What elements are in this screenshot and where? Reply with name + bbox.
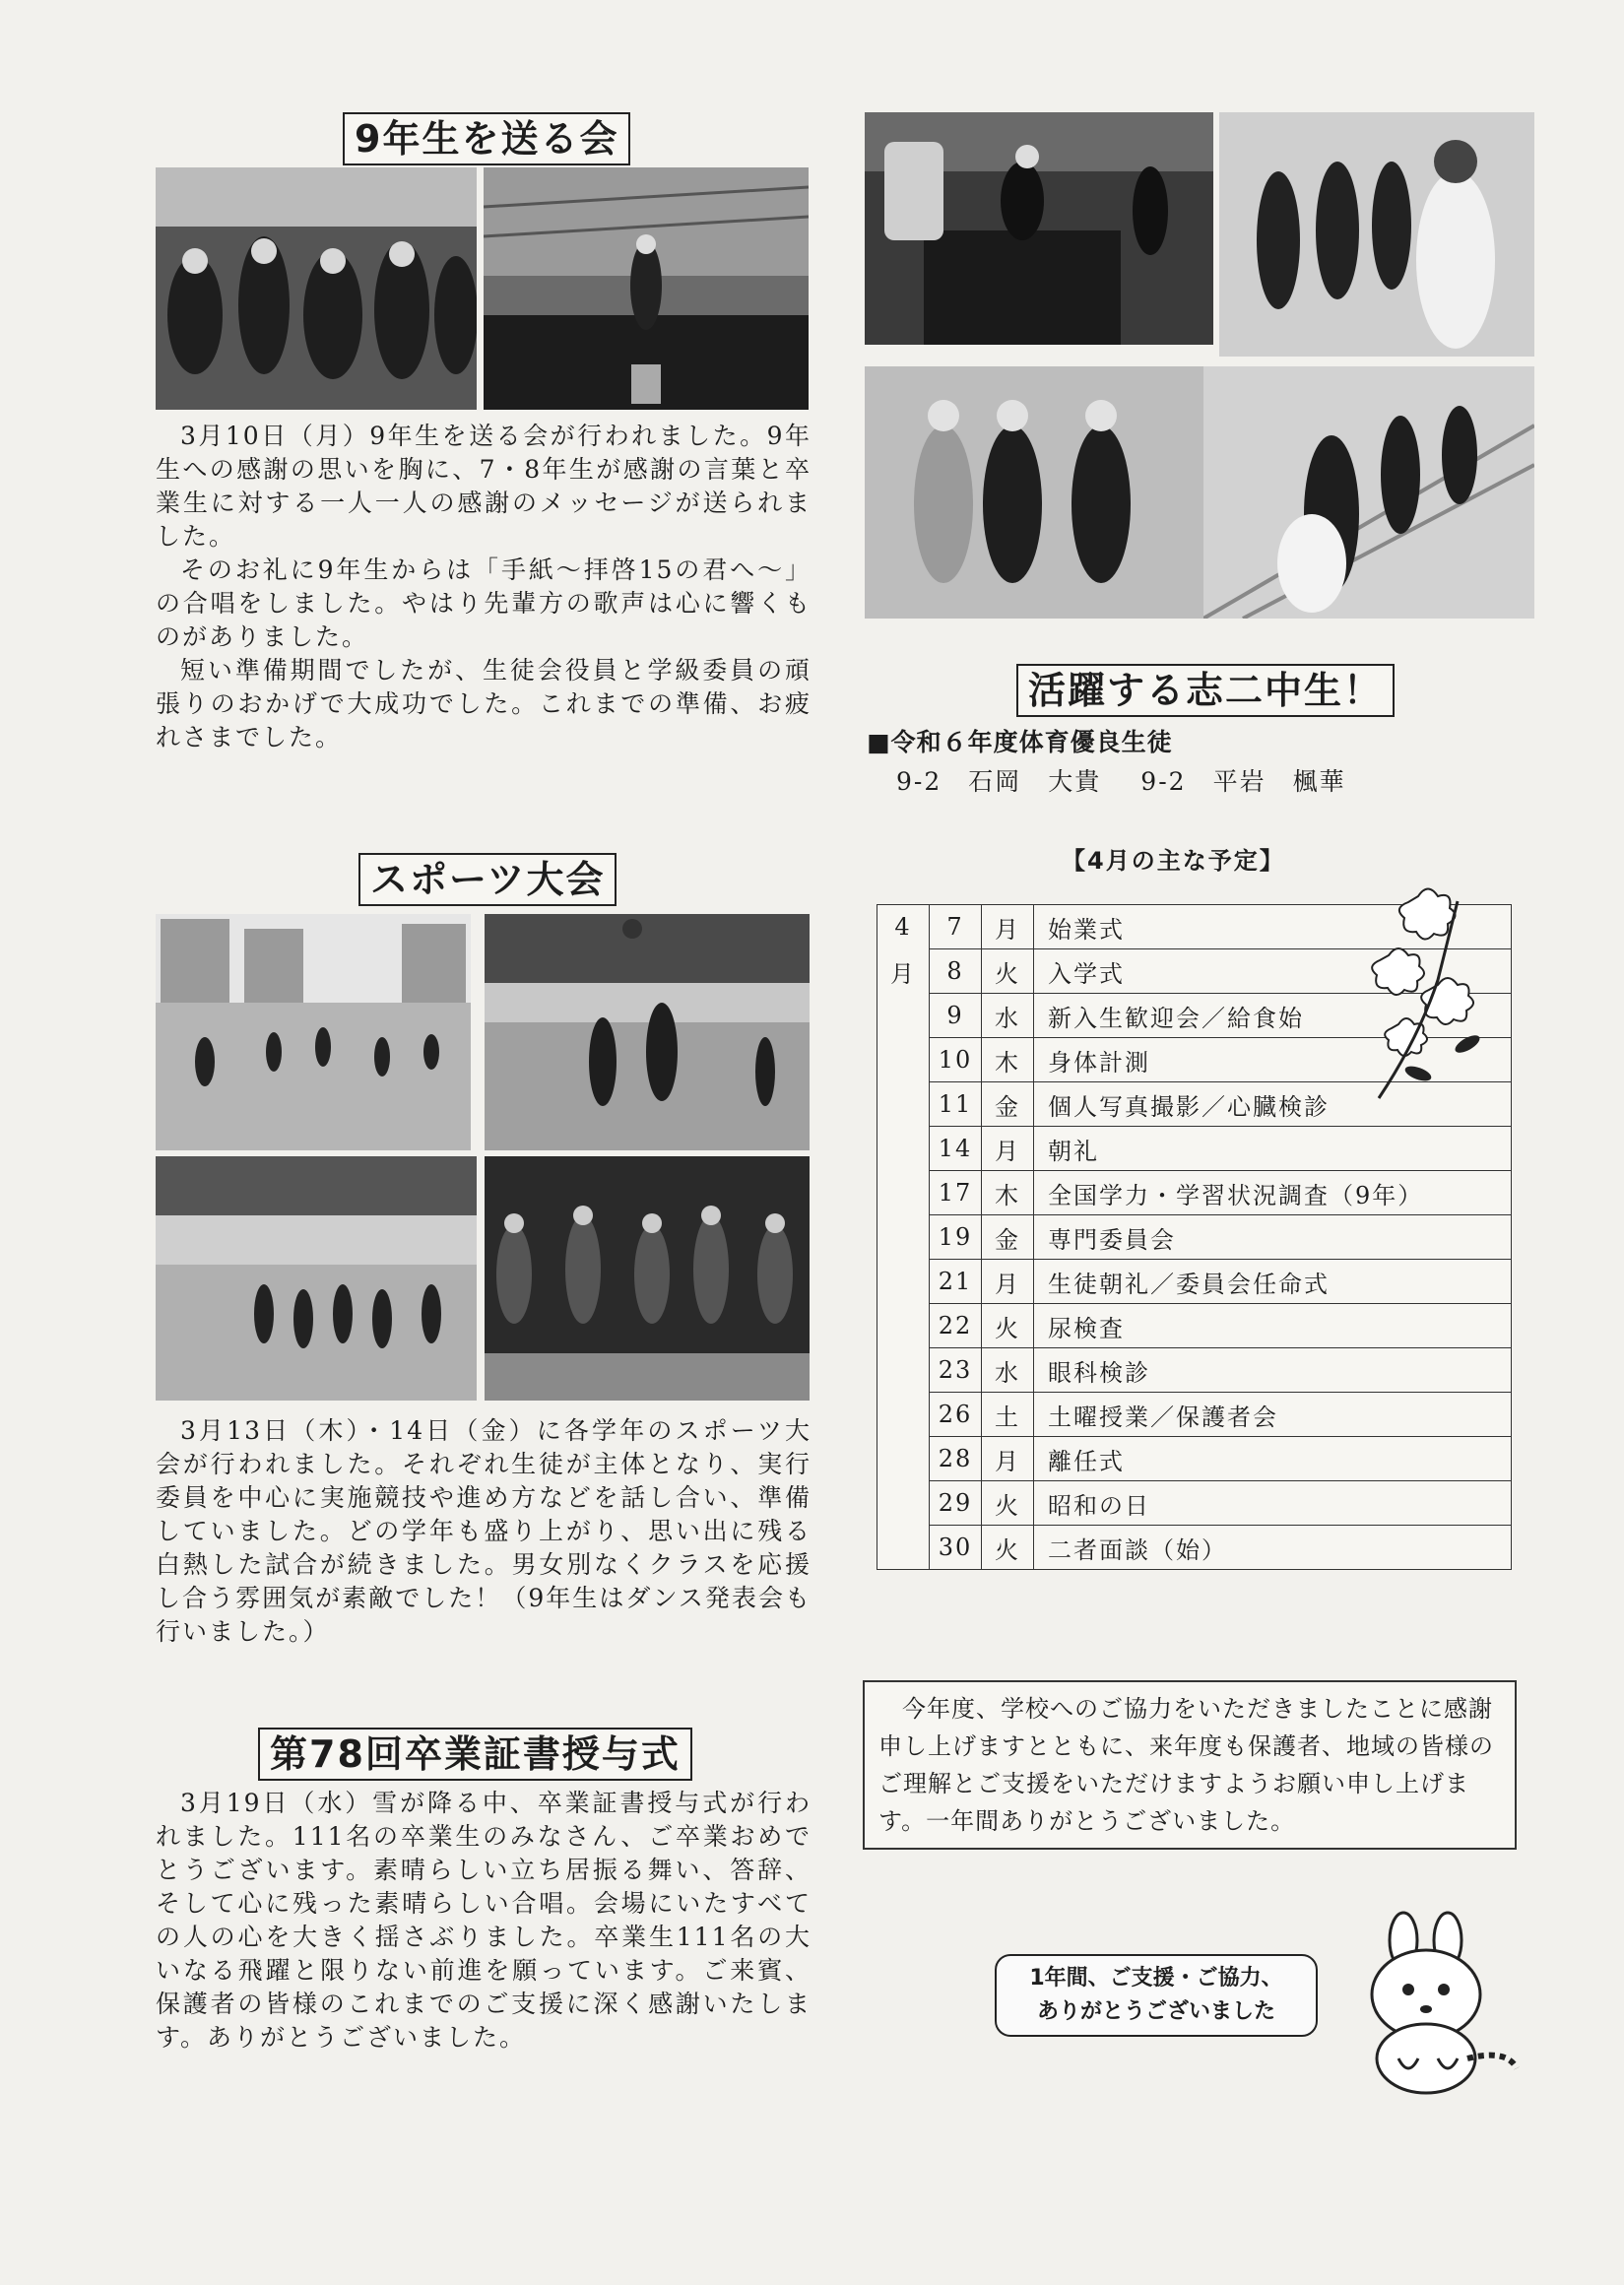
schedule-event: 新入生歓迎会／給食始 [1034, 994, 1512, 1038]
send-off-photo-2 [484, 167, 809, 410]
schedule-weekday: 水 [982, 1348, 1034, 1393]
schedule-weekday: 金 [982, 1215, 1034, 1260]
mascot-illustration [1349, 1911, 1527, 2098]
schedule-event: 生徒朝礼／委員会任命式 [1034, 1260, 1512, 1304]
student-2-class: 9-2 [1140, 767, 1187, 796]
schedule-event: 昭和の日 [1034, 1481, 1512, 1526]
schedule-event: 身体計測 [1034, 1038, 1512, 1082]
schedule-day: 7 [930, 905, 982, 949]
sports-photo-3 [156, 1156, 477, 1401]
schedule-row [877, 1437, 1512, 1481]
schedule-day: 11 [930, 1082, 982, 1127]
schedule-event: 入学式 [1034, 949, 1512, 994]
schedule-row [877, 1393, 1512, 1437]
schedule-row [877, 1171, 1512, 1215]
schedule-day: 9 [930, 994, 982, 1038]
schedule-weekday: 月 [982, 1260, 1034, 1304]
schedule-month-cell: 月 [877, 949, 930, 994]
schedule-title: 【4月の主な予定】 [1062, 847, 1285, 875]
schedule-weekday: 水 [982, 994, 1034, 1038]
sports-photo-4 [485, 1156, 810, 1401]
schedule-day: 22 [930, 1304, 982, 1348]
schedule-weekday: 金 [982, 1082, 1034, 1127]
schedule-day: 10 [930, 1038, 982, 1082]
schedule-row [877, 1526, 1512, 1570]
bubble-line-2: ありがとうございました [1036, 1999, 1275, 2024]
schedule-month-cell [877, 1127, 930, 1171]
schedule-event: 専門委員会 [1034, 1215, 1512, 1260]
schedule-day: 28 [930, 1437, 982, 1481]
student-1-class: 9-2 [896, 767, 942, 796]
schedule-month-cell [877, 1171, 930, 1215]
send-off-paragraph-3: 短い準備期間でしたが、生徒会役員と学級委員の頑張りのおかげで大成功でした。これまでの準備、お疲れさまでした。 [156, 656, 812, 751]
schedule-month-cell [877, 1260, 930, 1304]
schedule-day: 21 [930, 1260, 982, 1304]
schedule-day: 19 [930, 1215, 982, 1260]
active-title: 活躍する志二中生！ [1016, 664, 1395, 717]
schedule-weekday: 火 [982, 1526, 1034, 1570]
schedule-month-cell [877, 1215, 930, 1260]
schedule-month-cell [877, 1348, 930, 1393]
graduation-paragraph-1: 3月19日（水）雪が降る中、卒業証書授与式が行われました。111名の卒業生のみなさん、ご卒業おめでとうございます。素晴らしい立ち居振る舞い、答辞、そして心に残った素晴らしい合唱。会場にいたすべての人の心を大きく揺さぶりました。卒業生111名の大いなる飛躍と限りない前進を願っています。ご来賓、保護者の皆様のこれまでのご支援に深く感謝いたします。ありがとうございました。 [156, 1789, 812, 2052]
bubble-line-1: 1年間、ご支援・ご協力、 [1029, 1966, 1283, 1991]
schedule-weekday: 火 [982, 1481, 1034, 1526]
graduation-photo-2 [1219, 112, 1534, 357]
student-1 [896, 762, 1101, 798]
schedule-event: 二者面談（始） [1034, 1526, 1512, 1570]
send-off-paragraph-2: そのお礼に9年生からは「手紙～拝啓15の君へ～」の合唱をしました。やはり先輩方の歌声は心に響くものがありました。 [156, 555, 812, 651]
schedule-weekday: 月 [982, 905, 1034, 949]
schedule-row [877, 1215, 1512, 1260]
schedule-weekday: 月 [982, 1437, 1034, 1481]
schedule-weekday: 木 [982, 1171, 1034, 1215]
schedule-day: 14 [930, 1127, 982, 1171]
schedule-month-cell [877, 1082, 930, 1127]
schedule-row [877, 1348, 1512, 1393]
schedule-row [877, 1304, 1512, 1348]
send-off-paragraph-1: 3月10日（月）9年生を送る会が行われました。9年生への感謝の思いを胸に、7・8年生が感謝の言葉と卒業生に対する一人一人の感謝のメッセージが送られました。 [156, 422, 812, 551]
send-off-photo-1 [156, 167, 477, 410]
student-2-name: 平岩 楓華 [1212, 767, 1346, 796]
schedule-month-cell [877, 1038, 930, 1082]
schedule-day: 17 [930, 1171, 982, 1215]
schedule-month-cell [877, 1393, 930, 1437]
schedule-event: 眼科検診 [1034, 1348, 1512, 1393]
graduation-text [156, 1787, 812, 2055]
student-1-name: 石岡 大貴 [968, 767, 1102, 796]
graduation-photo-4 [1203, 366, 1534, 619]
schedule-month-cell [877, 1304, 930, 1348]
thanks-box [863, 1680, 1517, 1850]
schedule-day: 23 [930, 1348, 982, 1393]
schedule-weekday: 土 [982, 1393, 1034, 1437]
schedule-month-cell [877, 1437, 930, 1481]
graduation-title: 第78回卒業証書授与式 [258, 1728, 692, 1781]
student-2 [1140, 762, 1345, 798]
schedule-weekday: 月 [982, 1127, 1034, 1171]
schedule-row [877, 1127, 1512, 1171]
schedule-event: 朝礼 [1034, 1127, 1512, 1171]
schedule-month-cell [877, 1481, 930, 1526]
thanks-text: 今年度、学校へのご協力をいただきましたことに感謝申し上げますとともに、来年度も保護者、地域の皆様のご理解とご支援をいただけますようお願い申し上げます。一年間ありがとうございました。 [878, 1695, 1494, 1835]
cherry-blossom-illustration [1359, 877, 1507, 1103]
schedule-day: 30 [930, 1526, 982, 1570]
send-off-text [156, 420, 812, 754]
schedule-month-cell [877, 994, 930, 1038]
schedule-event: 離任式 [1034, 1437, 1512, 1481]
schedule-weekday: 火 [982, 949, 1034, 994]
award-heading: ■令和６年度体育優良生徒 [867, 728, 1173, 756]
schedule-row [877, 1481, 1512, 1526]
send-off-title: 9年生を送る会 [343, 112, 630, 165]
sports-title: スポーツ大会 [358, 853, 617, 906]
schedule-event: 個人写真撮影／心臓検診 [1034, 1082, 1512, 1127]
schedule-day: 26 [930, 1393, 982, 1437]
schedule-event: 始業式 [1034, 905, 1512, 949]
schedule-event: 全国学力・学習状況調査（9年） [1034, 1171, 1512, 1215]
sports-photo-1 [156, 914, 471, 1150]
award-students [896, 762, 1346, 798]
schedule-month-cell: 4 [877, 905, 930, 949]
sports-photo-2 [485, 914, 810, 1150]
graduation-photo-1 [865, 112, 1213, 345]
schedule-weekday: 木 [982, 1038, 1034, 1082]
schedule-day: 29 [930, 1481, 982, 1526]
sports-paragraph-1: 3月13日（木）・14日（金）に各学年のスポーツ大会が行われました。それぞれ生徒が主体となり、実行委員を中心に実施競技や進め方などを話し合い、準備していました。どの学年も盛り上がり、思い出に残る白熱した試合が続きました。男女別なくクラスを応援し合う雰囲気が素敵でした！（9年生はダンス発表会も行いました。） [156, 1416, 812, 1646]
schedule-event: 土曜授業／保護者会 [1034, 1393, 1512, 1437]
schedule-row [877, 1260, 1512, 1304]
schedule-day: 8 [930, 949, 982, 994]
schedule-weekday: 火 [982, 1304, 1034, 1348]
thanks-speech-bubble [995, 1954, 1318, 2037]
schedule-event: 尿検査 [1034, 1304, 1512, 1348]
sports-text [156, 1414, 812, 1649]
schedule-month-cell [877, 1526, 930, 1570]
graduation-photo-3 [865, 366, 1203, 619]
